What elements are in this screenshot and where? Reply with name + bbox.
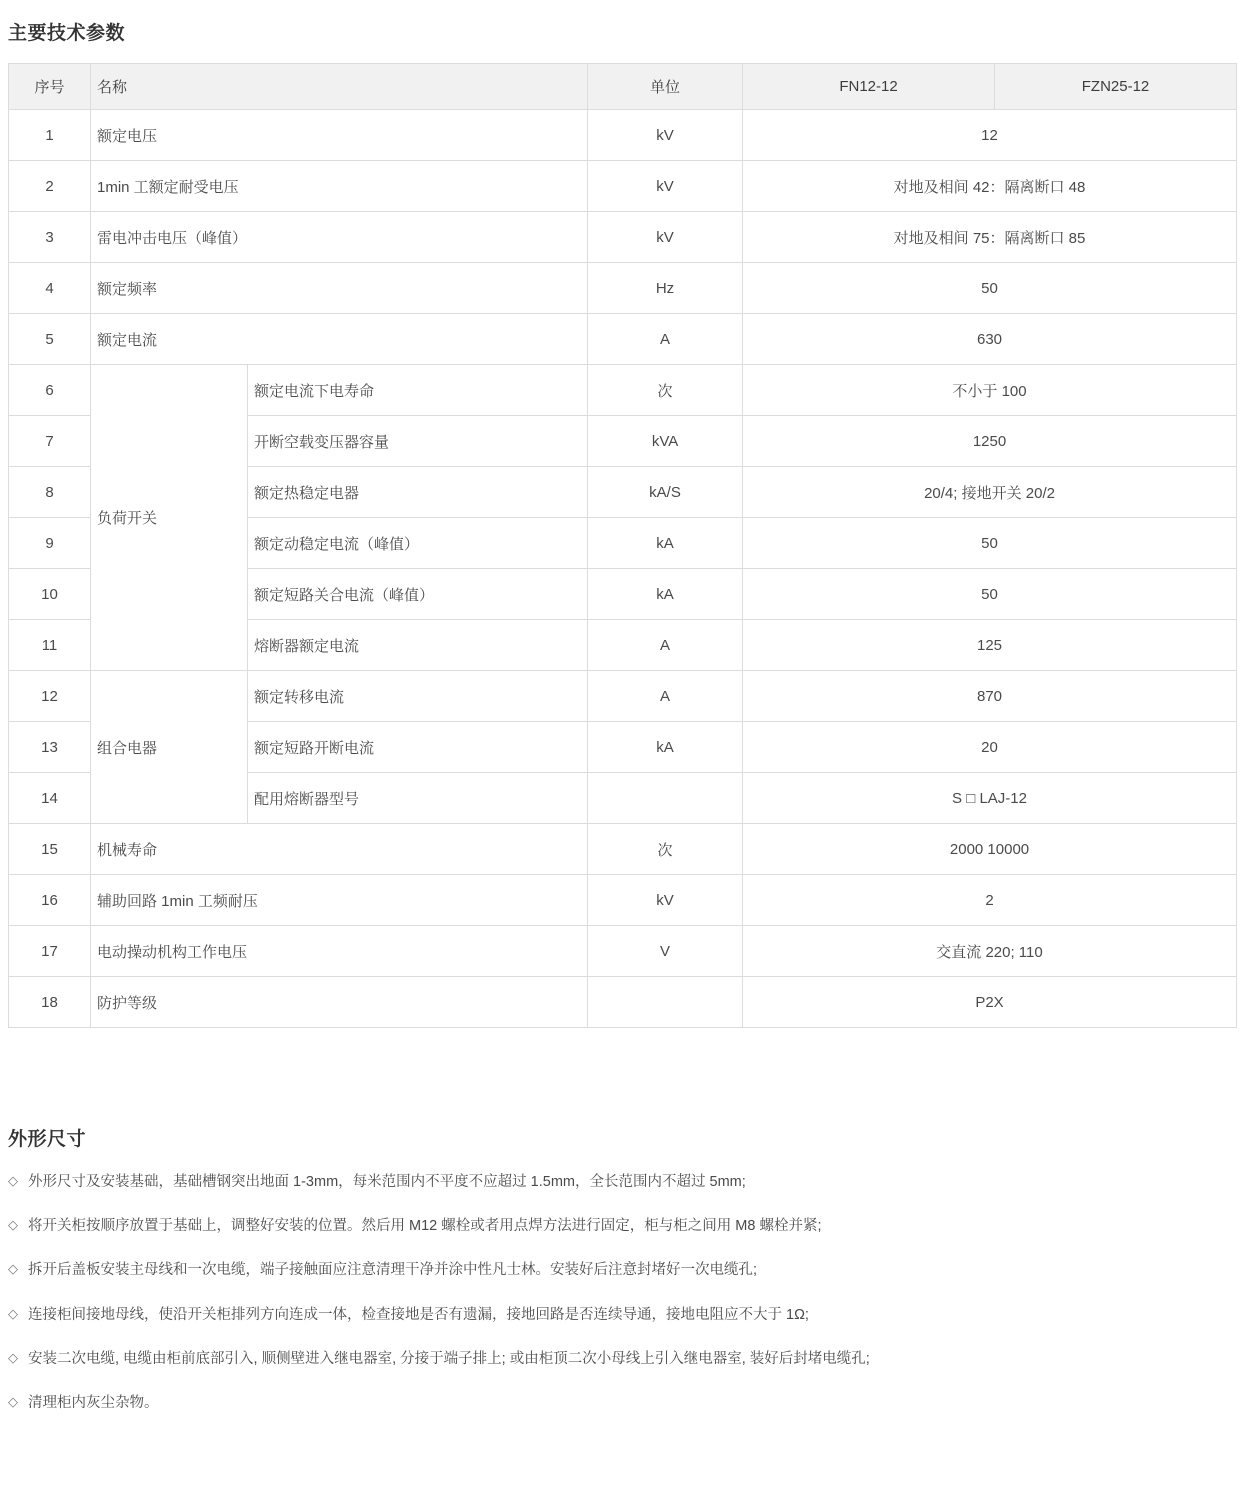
row-value: 50 bbox=[743, 569, 1237, 620]
diamond-bullet-icon: ◇ bbox=[8, 1217, 18, 1233]
list-item bbox=[8, 1304, 1250, 1327]
row-value: 2 bbox=[743, 875, 1237, 926]
row-unit: kV bbox=[588, 875, 743, 926]
row-value: 20/4; 接地开关 20/2 bbox=[743, 467, 1237, 518]
row-no: 3 bbox=[9, 212, 91, 263]
row-no: 13 bbox=[9, 722, 91, 773]
row-name: 额定短路开断电流 bbox=[248, 722, 588, 773]
row-value: 2000 10000 bbox=[743, 824, 1237, 875]
row-no: 7 bbox=[9, 416, 91, 467]
row-no: 10 bbox=[9, 569, 91, 620]
table-header-row bbox=[9, 64, 1237, 110]
row-value: P2X bbox=[743, 977, 1237, 1028]
table-row bbox=[9, 671, 1237, 722]
row-name: 额定电流 bbox=[91, 314, 588, 365]
dimension-section-title: 外形尺寸 bbox=[8, 1129, 87, 1150]
row-unit: kA bbox=[588, 722, 743, 773]
row-no: 6 bbox=[9, 365, 91, 416]
column-header-name: 名称 bbox=[91, 64, 588, 110]
diamond-bullet-icon: ◇ bbox=[8, 1261, 18, 1277]
row-no: 17 bbox=[9, 926, 91, 977]
page-title: 主要技术参数 bbox=[8, 23, 126, 44]
table-row bbox=[9, 110, 1237, 161]
table-row bbox=[9, 314, 1237, 365]
row-no: 12 bbox=[9, 671, 91, 722]
row-name: 额定动稳定电流（峰值） bbox=[248, 518, 588, 569]
row-value: S □ LAJ-12 bbox=[743, 773, 1237, 824]
row-no: 14 bbox=[9, 773, 91, 824]
list-item-text: 拆开后盖板安装主母线和一次电缆，端子接触面应注意清理干净并涂中性凡士林。安装好后注意封堵好一次电缆孔; bbox=[28, 1262, 758, 1279]
technical-parameters-table bbox=[8, 63, 1237, 1028]
row-no: 4 bbox=[9, 263, 91, 314]
row-no: 8 bbox=[9, 467, 91, 518]
row-value: 对地及相间 75：隔离断口 85 bbox=[743, 212, 1237, 263]
diamond-bullet-icon: ◇ bbox=[8, 1305, 18, 1321]
list-item-text: 将开关柜按顺序放置于基础上，调整好安装的位置。然后用 M12 螺栓或者用点焊方法进行固定，柜与柜之间用 M8 螺栓并紧; bbox=[28, 1218, 822, 1235]
row-unit: kV bbox=[588, 212, 743, 263]
table-row bbox=[9, 875, 1237, 926]
table-row bbox=[9, 161, 1237, 212]
diamond-bullet-icon: ◇ bbox=[8, 1173, 18, 1188]
row-name: 额定短路关合电流（峰值） bbox=[248, 569, 588, 620]
table-row bbox=[9, 263, 1237, 314]
row-no: 9 bbox=[9, 518, 91, 569]
row-name: 1min 工额定耐受电压 bbox=[91, 161, 588, 212]
row-name: 熔断器额定电流 bbox=[248, 620, 588, 671]
row-name: 额定电压 bbox=[91, 110, 588, 161]
column-header-fzn25: FZN25-12 bbox=[995, 64, 1237, 110]
row-no: 2 bbox=[9, 161, 91, 212]
row-name: 防护等级 bbox=[91, 977, 588, 1028]
row-unit: kV bbox=[588, 161, 743, 212]
row-value: 20 bbox=[743, 722, 1237, 773]
diamond-bullet-icon: ◇ bbox=[8, 1393, 18, 1409]
list-item-text: 外形尺寸及安装基础，基础槽钢突出地面 1-3mm，每米范围内不平度不应超过 1.5mm，全长范围内不超过 5mm; bbox=[28, 1174, 746, 1190]
row-unit: kA/S bbox=[588, 467, 743, 518]
row-name: 机械寿命 bbox=[91, 824, 588, 875]
list-item-text: 清理柜内灰尘杂物。 bbox=[28, 1394, 159, 1411]
row-no: 16 bbox=[9, 875, 91, 926]
row-name: 配用熔断器型号 bbox=[248, 773, 588, 824]
row-value: 交直流 220; 110 bbox=[743, 926, 1237, 977]
list-item-text: 安装二次电缆, 电缆由柜前底部引入, 顺侧壁进入继电器室, 分接于端子排上; 或由柜顶二次小母线上引入继电器室, 装好后封堵电缆孔; bbox=[28, 1350, 870, 1367]
row-value: 125 bbox=[743, 620, 1237, 671]
list-item bbox=[8, 1215, 1250, 1238]
row-name: 额定转移电流 bbox=[248, 671, 588, 722]
row-name: 额定电流下电寿命 bbox=[248, 365, 588, 416]
row-value: 对地及相间 42：隔离断口 48 bbox=[743, 161, 1237, 212]
dimension-notes-list bbox=[8, 1171, 1250, 1415]
row-unit: kVA bbox=[588, 416, 743, 467]
row-name: 开断空载变压器容量 bbox=[248, 416, 588, 467]
row-value: 630 bbox=[743, 314, 1237, 365]
row-unit: kV bbox=[588, 110, 743, 161]
row-unit bbox=[588, 773, 743, 824]
row-no: 11 bbox=[9, 620, 91, 671]
row-no: 15 bbox=[9, 824, 91, 875]
row-unit: 次 bbox=[588, 824, 743, 875]
table-row bbox=[9, 926, 1237, 977]
row-unit: A bbox=[588, 314, 743, 365]
row-unit: 次 bbox=[588, 365, 743, 416]
list-item bbox=[8, 1171, 1250, 1194]
row-no: 18 bbox=[9, 977, 91, 1028]
row-name: 电动操动机构工作电压 bbox=[91, 926, 588, 977]
row-unit: kA bbox=[588, 569, 743, 620]
table-row bbox=[9, 824, 1237, 875]
list-item bbox=[8, 1259, 1250, 1282]
table-row bbox=[9, 212, 1237, 263]
row-unit bbox=[588, 977, 743, 1028]
row-unit: V bbox=[588, 926, 743, 977]
diamond-bullet-icon: ◇ bbox=[8, 1349, 18, 1365]
row-name: 辅助回路 1min 工频耐压 bbox=[91, 875, 588, 926]
column-header-unit: 单位 bbox=[588, 64, 743, 110]
row-value: 12 bbox=[743, 110, 1237, 161]
row-unit: Hz bbox=[588, 263, 743, 314]
row-value: 不小于 100 bbox=[743, 365, 1237, 416]
row-group-label: 组合电器 bbox=[91, 671, 248, 824]
table-row bbox=[9, 977, 1237, 1028]
row-no: 5 bbox=[9, 314, 91, 365]
list-item bbox=[8, 1392, 1250, 1415]
row-unit: A bbox=[588, 671, 743, 722]
row-unit: A bbox=[588, 620, 743, 671]
row-value: 1250 bbox=[743, 416, 1237, 467]
row-value: 50 bbox=[743, 518, 1237, 569]
row-unit: kA bbox=[588, 518, 743, 569]
list-item bbox=[8, 1348, 1250, 1371]
list-item-text: 连接柜间接地母线，使沿开关柜排列方向连成一体，检查接地是否有遗漏，接地回路是否连续导通，接地电阻应不大于 1Ω; bbox=[28, 1306, 809, 1323]
row-value: 50 bbox=[743, 263, 1237, 314]
row-name: 额定热稳定电器 bbox=[248, 467, 588, 518]
column-header-fn12: FN12-12 bbox=[743, 64, 995, 110]
row-value: 870 bbox=[743, 671, 1237, 722]
table-row bbox=[9, 365, 1237, 416]
row-no: 1 bbox=[9, 110, 91, 161]
column-header-no: 序号 bbox=[9, 64, 91, 110]
row-name: 额定频率 bbox=[91, 263, 588, 314]
row-name: 雷电冲击电压（峰值） bbox=[91, 212, 588, 263]
row-group-label: 负荷开关 bbox=[91, 365, 248, 671]
